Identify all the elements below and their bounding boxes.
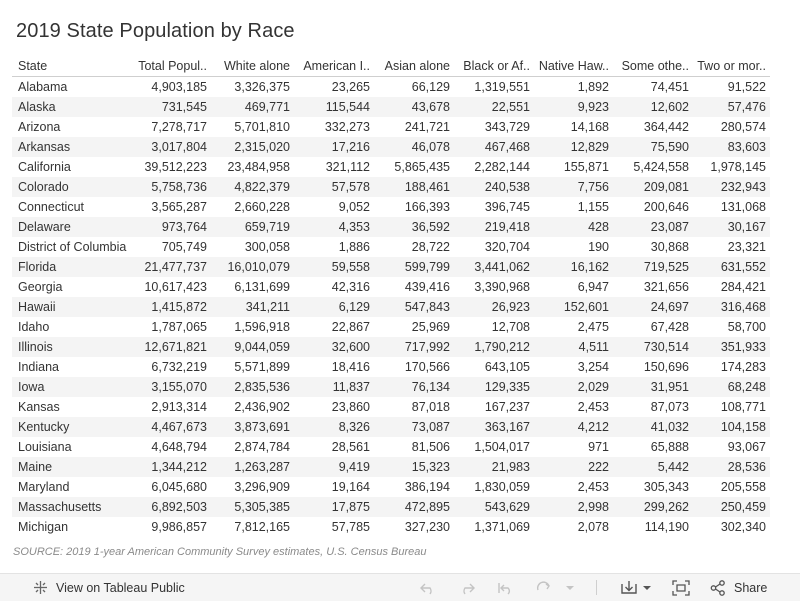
state-name-cell[interactable]: Indiana (18, 360, 60, 374)
value-cell[interactable]: 131,068 (720, 200, 766, 214)
column-header[interactable]: Two or mor.. (693, 56, 770, 77)
column-header[interactable]: White alone (211, 56, 294, 77)
value-cell[interactable]: 75,590 (613, 137, 693, 157)
value-cell[interactable]: 12,829 (534, 137, 613, 157)
value-cell[interactable]: 467,468 (454, 137, 534, 157)
value-cell[interactable]: 81,506 (411, 440, 450, 454)
value-cell[interactable]: 543,629 (454, 497, 534, 517)
value-cell[interactable]: 73,087 (374, 417, 454, 437)
value-cell[interactable]: 2,874,784 (234, 440, 290, 454)
value-cell[interactable]: 93,067 (727, 440, 766, 454)
fullscreen-button[interactable] (672, 574, 690, 601)
value-cell[interactable]: 5,865,435 (394, 160, 450, 174)
table-row (12, 517, 770, 537)
value-cell[interactable]: 150,696 (643, 360, 689, 374)
state-name-cell[interactable]: Kansas (18, 400, 60, 414)
table-row (12, 77, 770, 98)
value-cell[interactable]: 7,812,165 (234, 520, 290, 534)
value-cell[interactable]: 205,558 (720, 480, 766, 494)
value-cell[interactable]: 57,785 (331, 520, 370, 534)
value-cell[interactable]: 3,565,287 (151, 200, 207, 214)
value-cell[interactable]: 705,749 (161, 240, 207, 254)
value-cell[interactable]: 3,155,070 (131, 377, 211, 397)
download-icon (620, 580, 640, 596)
value-cell[interactable]: 190 (588, 240, 609, 254)
state-name-cell[interactable]: Idaho (18, 320, 50, 334)
value-cell[interactable]: 1,155 (577, 200, 609, 214)
table-row (12, 157, 770, 177)
value-cell[interactable]: 222 (534, 457, 613, 477)
chevron-down-icon (565, 584, 575, 592)
state-name-cell[interactable]: Colorado (12, 177, 131, 197)
table-row (12, 117, 770, 137)
value-cell[interactable]: 12,671,821 (131, 337, 211, 357)
value-cell[interactable]: 731,545 (131, 97, 211, 117)
value-cell[interactable]: 2,453 (577, 480, 609, 494)
value-cell[interactable]: 332,273 (324, 120, 370, 134)
value-cell[interactable]: 305,343 (643, 480, 689, 494)
refresh-icon (535, 580, 553, 596)
value-cell[interactable]: 2,998 (534, 497, 613, 517)
value-cell[interactable]: 39,512,223 (144, 160, 207, 174)
value-cell[interactable]: 12,602 (613, 97, 693, 117)
view-on-tableau-public-label: View on Tableau Public (56, 580, 185, 595)
value-cell[interactable]: 4,822,379 (211, 177, 294, 197)
state-name-cell[interactable]: Iowa (12, 377, 131, 397)
state-name-cell[interactable]: Alabama (18, 80, 68, 94)
redo-icon (458, 580, 476, 596)
value-cell[interactable]: 66,129 (411, 80, 450, 94)
state-name-cell[interactable]: Illinois (12, 337, 131, 357)
value-cell[interactable]: 8,326 (294, 417, 374, 437)
value-cell[interactable]: 469,771 (211, 97, 294, 117)
value-cell[interactable]: 167,237 (484, 400, 530, 414)
value-cell[interactable]: 87,018 (411, 400, 450, 414)
table-row (12, 497, 770, 517)
value-cell[interactable]: 2,078 (577, 520, 609, 534)
value-cell[interactable]: 547,843 (374, 297, 454, 317)
value-cell[interactable]: 9,044,059 (211, 337, 294, 357)
source-note: SOURCE: 2019 1-year American Community Survey estimates, U.S. Census Bureau (13, 546, 427, 558)
value-cell[interactable]: 23,087 (613, 217, 693, 237)
value-cell[interactable]: 2,475 (577, 320, 609, 334)
value-cell[interactable]: 428 (534, 217, 613, 237)
value-cell[interactable]: 30,167 (693, 217, 770, 237)
value-cell[interactable]: 46,078 (374, 137, 454, 157)
undo-button[interactable] (419, 574, 437, 601)
value-cell[interactable]: 43,678 (374, 97, 454, 117)
value-cell[interactable]: 5,701,810 (234, 120, 290, 134)
state-name-cell[interactable]: California (18, 160, 71, 174)
column-header[interactable]: Total Popul.. (131, 56, 211, 77)
value-cell[interactable]: 472,895 (374, 497, 454, 517)
state-name-cell[interactable]: Maine (12, 457, 131, 477)
table-row (12, 477, 770, 497)
view-on-tableau-public-button[interactable] (33, 574, 185, 601)
state-name-cell[interactable]: Kentucky (12, 417, 131, 437)
value-cell[interactable]: 321,656 (643, 280, 689, 294)
value-cell[interactable]: 17,875 (294, 497, 374, 517)
value-cell[interactable]: 170,566 (404, 360, 450, 374)
refresh-dropdown-button[interactable] (565, 574, 575, 601)
share-icon (710, 580, 726, 596)
value-cell[interactable]: 166,393 (404, 200, 450, 214)
value-cell[interactable]: 2,835,536 (211, 377, 294, 397)
state-name-cell[interactable]: Delaware (12, 217, 131, 237)
data-table (12, 56, 770, 537)
value-cell[interactable]: 9,419 (294, 457, 374, 477)
state-name-cell[interactable]: Florida (12, 257, 131, 277)
value-cell[interactable]: 18,416 (331, 360, 370, 374)
state-name-cell[interactable]: Michigan (18, 520, 69, 534)
value-cell[interactable]: 439,416 (404, 280, 450, 294)
value-cell[interactable]: 730,514 (613, 337, 693, 357)
value-cell[interactable]: 6,045,680 (151, 480, 207, 494)
value-cell[interactable]: 4,212 (534, 417, 613, 437)
value-cell[interactable]: 3,390,968 (474, 280, 530, 294)
value-cell[interactable]: 4,511 (534, 337, 613, 357)
value-cell[interactable]: 717,992 (374, 337, 454, 357)
value-cell[interactable]: 4,353 (294, 217, 374, 237)
value-cell[interactable]: 108,771 (720, 400, 766, 414)
table-row (12, 277, 770, 297)
state-name-cell[interactable]: Maryland (18, 480, 70, 494)
table-row (12, 217, 770, 237)
toolbar-divider (596, 580, 597, 595)
value-cell[interactable]: 11,837 (294, 377, 374, 397)
table-row (12, 137, 770, 157)
value-cell[interactable]: 1,504,017 (474, 440, 530, 454)
revert-icon (497, 580, 515, 596)
column-header[interactable]: Some othe.. (613, 56, 693, 77)
value-cell[interactable]: 6,131,699 (234, 280, 290, 294)
chevron-down-icon (642, 584, 652, 592)
value-cell[interactable]: 6,129 (294, 297, 374, 317)
value-cell[interactable]: 74,451 (650, 80, 689, 94)
value-cell[interactable]: 1,886 (338, 240, 370, 254)
state-name-cell[interactable]: Louisiana (18, 440, 72, 454)
undo-icon (419, 580, 437, 596)
value-cell[interactable]: 209,081 (613, 177, 693, 197)
value-cell[interactable]: 65,888 (650, 440, 689, 454)
value-cell[interactable]: 351,933 (693, 337, 770, 357)
value-cell[interactable]: 1,787,065 (151, 320, 207, 334)
tableau-logo-icon (33, 580, 48, 595)
fullscreen-icon (672, 580, 690, 596)
value-cell[interactable]: 57,578 (294, 177, 374, 197)
value-cell[interactable]: 1,830,059 (474, 480, 530, 494)
value-cell[interactable]: 4,467,673 (131, 417, 211, 437)
state-name-cell[interactable]: Hawaii (12, 297, 131, 317)
state-name-cell[interactable]: Arizona (18, 120, 61, 134)
value-cell[interactable]: 341,211 (211, 297, 294, 317)
revert-button[interactable] (497, 574, 515, 601)
value-cell[interactable]: 5,758,736 (131, 177, 211, 197)
value-cell[interactable]: 129,335 (454, 377, 534, 397)
value-cell[interactable]: 15,323 (374, 457, 454, 477)
table-row (12, 177, 770, 197)
value-cell[interactable]: 3,017,804 (131, 137, 211, 157)
table-row (12, 197, 770, 217)
value-cell[interactable]: 599,799 (374, 257, 454, 277)
value-cell[interactable]: 76,134 (374, 377, 454, 397)
value-cell[interactable]: 36,592 (374, 217, 454, 237)
value-cell[interactable]: 22,551 (454, 97, 534, 117)
table-row (12, 237, 770, 257)
column-header[interactable]: American I.. (294, 56, 374, 77)
value-cell[interactable]: 1,344,212 (131, 457, 211, 477)
value-cell[interactable]: 719,525 (613, 257, 693, 277)
table-row (12, 257, 770, 277)
value-cell[interactable]: 59,558 (294, 257, 374, 277)
value-cell[interactable]: 87,073 (650, 400, 689, 414)
value-cell[interactable]: 299,262 (613, 497, 693, 517)
page-title: 2019 State Population by Race (16, 20, 295, 42)
value-cell[interactable]: 21,477,737 (131, 257, 211, 277)
table-row (12, 297, 770, 317)
value-cell[interactable]: 188,461 (374, 177, 454, 197)
table-row (12, 317, 770, 337)
value-cell[interactable]: 1,415,872 (131, 297, 211, 317)
value-cell[interactable]: 58,700 (727, 320, 766, 334)
value-cell[interactable]: 386,194 (404, 480, 450, 494)
value-cell[interactable]: 2,453 (577, 400, 609, 414)
value-cell[interactable]: 1,790,212 (454, 337, 534, 357)
value-cell[interactable]: 2,315,020 (211, 137, 294, 157)
value-cell[interactable]: 2,913,314 (151, 400, 207, 414)
value-cell[interactable]: 28,561 (331, 440, 370, 454)
value-cell[interactable]: 971 (588, 440, 609, 454)
state-name-cell[interactable]: Connecticut (18, 200, 85, 214)
table-row (12, 97, 770, 117)
value-cell[interactable]: 12,708 (491, 320, 530, 334)
value-cell[interactable]: 280,574 (720, 120, 766, 134)
value-cell[interactable]: 321,112 (325, 160, 370, 174)
table-body (12, 77, 770, 538)
value-cell[interactable]: 2,436,902 (234, 400, 290, 414)
value-cell[interactable]: 23,484,958 (227, 160, 290, 174)
table-row (12, 457, 770, 477)
value-cell[interactable]: 26,923 (454, 297, 534, 317)
value-cell[interactable]: 1,371,069 (474, 520, 530, 534)
state-name-cell[interactable]: Alaska (12, 97, 131, 117)
value-cell[interactable]: 241,721 (404, 120, 450, 134)
value-cell[interactable]: 9,986,857 (151, 520, 207, 534)
table-row (12, 357, 770, 377)
value-cell[interactable]: 396,745 (484, 200, 530, 214)
value-cell[interactable]: 14,168 (570, 120, 609, 134)
value-cell[interactable]: 19,164 (331, 480, 370, 494)
value-cell[interactable]: 631,552 (693, 257, 770, 277)
value-cell[interactable]: 250,459 (693, 497, 770, 517)
state-name-cell[interactable]: Georgia (18, 280, 63, 294)
value-cell[interactable]: 300,058 (244, 240, 290, 254)
value-cell[interactable]: 2,282,144 (474, 160, 530, 174)
column-header[interactable]: Native Haw.. (534, 56, 613, 77)
value-cell[interactable]: 659,719 (211, 217, 294, 237)
value-cell[interactable]: 3,441,062 (454, 257, 534, 277)
refresh-button[interactable] (535, 574, 553, 601)
value-cell[interactable]: 3,296,909 (234, 480, 290, 494)
value-cell[interactable]: 320,704 (484, 240, 530, 254)
value-cell[interactable]: 7,278,717 (151, 120, 207, 134)
share-button[interactable] (710, 574, 767, 601)
value-cell[interactable]: 5,305,385 (211, 497, 294, 517)
value-cell[interactable]: 3,326,375 (234, 80, 290, 94)
value-cell[interactable]: 6,892,503 (131, 497, 211, 517)
value-cell[interactable]: 68,248 (693, 377, 770, 397)
value-cell[interactable]: 21,983 (454, 457, 534, 477)
value-cell[interactable]: 57,476 (693, 97, 770, 117)
table-row (12, 397, 770, 417)
value-cell[interactable]: 240,538 (454, 177, 534, 197)
value-cell[interactable]: 1,978,145 (710, 160, 766, 174)
value-cell[interactable]: 363,167 (454, 417, 534, 437)
value-cell[interactable]: 5,442 (613, 457, 693, 477)
value-cell[interactable]: 343,729 (484, 120, 530, 134)
value-cell[interactable]: 114,190 (644, 520, 689, 534)
value-cell[interactable]: 115,544 (294, 97, 374, 117)
value-cell[interactable]: 32,600 (294, 337, 374, 357)
column-header[interactable]: State (12, 56, 131, 77)
value-cell[interactable]: 152,601 (534, 297, 613, 317)
value-cell[interactable]: 232,943 (693, 177, 770, 197)
state-name-cell[interactable]: District of Columbia (18, 240, 127, 254)
value-cell[interactable]: 104,158 (693, 417, 770, 437)
value-cell[interactable]: 9,052 (338, 200, 370, 214)
table-header-row (12, 56, 770, 77)
value-cell[interactable]: 31,951 (613, 377, 693, 397)
state-name-cell[interactable]: Massachusetts (12, 497, 131, 517)
share-label: Share (734, 580, 768, 595)
value-cell[interactable]: 1,596,918 (234, 320, 290, 334)
value-cell[interactable]: 42,316 (331, 280, 370, 294)
value-cell[interactable]: 23,321 (727, 240, 766, 254)
value-cell[interactable]: 1,319,551 (474, 80, 530, 94)
download-button[interactable] (620, 574, 652, 601)
value-cell[interactable]: 4,903,185 (151, 80, 207, 94)
state-name-cell[interactable]: Arkansas (12, 137, 131, 157)
column-header[interactable]: Asian alone (374, 56, 454, 77)
value-cell[interactable]: 16,162 (534, 257, 613, 277)
table-row (12, 417, 770, 437)
value-cell[interactable]: 3,873,691 (211, 417, 294, 437)
value-cell[interactable]: 9,923 (534, 97, 613, 117)
redo-button[interactable] (458, 574, 476, 601)
value-cell[interactable]: 174,283 (720, 360, 766, 374)
value-cell[interactable]: 91,522 (727, 80, 766, 94)
value-cell[interactable]: 200,646 (643, 200, 689, 214)
value-cell[interactable]: 67,428 (650, 320, 689, 334)
value-cell[interactable]: 5,571,899 (234, 360, 290, 374)
value-cell[interactable]: 302,340 (720, 520, 766, 534)
value-cell[interactable]: 17,216 (294, 137, 374, 157)
value-cell[interactable]: 16,010,079 (211, 257, 294, 277)
value-cell[interactable]: 1,263,287 (211, 457, 294, 477)
value-cell[interactable]: 316,468 (693, 297, 770, 317)
value-cell[interactable]: 28,722 (411, 240, 450, 254)
value-cell[interactable]: 7,756 (534, 177, 613, 197)
column-header[interactable]: Black or Af.. (454, 56, 534, 77)
value-cell[interactable]: 6,947 (577, 280, 609, 294)
value-cell[interactable]: 41,032 (613, 417, 693, 437)
value-cell[interactable]: 30,868 (650, 240, 689, 254)
value-cell[interactable]: 23,265 (331, 80, 370, 94)
value-cell[interactable]: 5,424,558 (633, 160, 689, 174)
value-cell[interactable]: 2,029 (534, 377, 613, 397)
value-cell[interactable]: 24,697 (613, 297, 693, 317)
value-cell[interactable]: 83,603 (693, 137, 770, 157)
value-cell[interactable]: 643,105 (484, 360, 530, 374)
tableau-toolbar (0, 573, 800, 601)
value-cell[interactable]: 155,871 (563, 160, 609, 174)
value-cell[interactable]: 3,254 (577, 360, 609, 374)
table-row (12, 437, 770, 457)
value-cell[interactable]: 10,617,423 (144, 280, 207, 294)
value-cell[interactable]: 364,442 (643, 120, 689, 134)
value-cell[interactable]: 973,764 (131, 217, 211, 237)
table-row (12, 337, 770, 357)
value-cell[interactable]: 6,732,219 (151, 360, 207, 374)
value-cell[interactable]: 25,969 (411, 320, 450, 334)
value-cell[interactable]: 22,867 (331, 320, 370, 334)
value-cell[interactable]: 219,418 (454, 217, 534, 237)
value-cell[interactable]: 4,648,794 (151, 440, 207, 454)
table-row (12, 377, 770, 397)
value-cell[interactable]: 23,860 (331, 400, 370, 414)
value-cell[interactable]: 284,421 (720, 280, 766, 294)
value-cell[interactable]: 28,536 (693, 457, 770, 477)
value-cell[interactable]: 2,660,228 (234, 200, 290, 214)
value-cell[interactable]: 1,892 (577, 80, 609, 94)
value-cell[interactable]: 327,230 (404, 520, 450, 534)
